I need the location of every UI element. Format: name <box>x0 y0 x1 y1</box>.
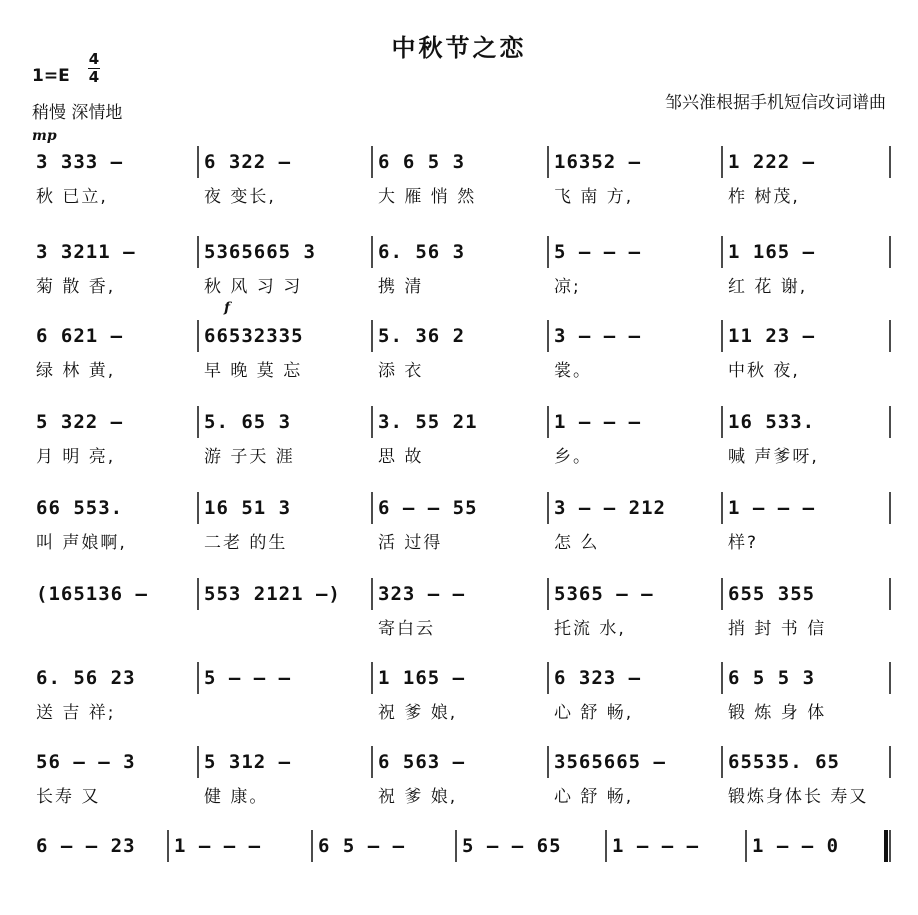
time-signature-bottom: 4 <box>88 68 100 86</box>
measure-notes: 16 51 3 <box>204 497 292 519</box>
measure-notes: 6 – – 55 <box>378 497 478 519</box>
measure-lyrics: 凉; <box>554 277 581 297</box>
measure-lyrics: 思 故 <box>378 447 424 467</box>
measure-lyrics: 月 明 亮, <box>36 447 116 467</box>
measure-notes: 1 165 – <box>728 241 816 263</box>
measure-lyrics: 祝 爹 娘, <box>378 787 458 807</box>
measure-lyrics: 乡。 <box>554 447 592 467</box>
measure-lyrics: 托流 水, <box>554 619 626 639</box>
dynamic-mp: mp <box>32 128 57 144</box>
measure-notes: 5 – – 65 <box>462 835 562 857</box>
score-title: 中秋节之恋 <box>391 34 527 62</box>
measure-notes: 1 – – 0 <box>752 835 840 857</box>
measure-lyrics: 大 雁 悄 然 <box>378 187 477 207</box>
measure-notes: 6 621 – <box>36 325 124 347</box>
measure-lyrics: 心 舒 畅, <box>554 703 634 723</box>
measure-notes: 6 – – 23 <box>36 835 136 857</box>
measure-notes: 1 – – – <box>728 497 816 519</box>
measure-lyrics: 祝 爹 娘, <box>378 703 458 723</box>
measure-lyrics <box>36 868 162 894</box>
measure-notes: 323 – – <box>378 583 466 605</box>
measure-lyrics <box>204 700 366 726</box>
measure-notes: 6 5 – – <box>318 835 406 857</box>
measure-lyrics: 健 康。 <box>204 787 269 807</box>
measure-notes: 11 23 – <box>728 325 816 347</box>
measure-notes: 6 563 – <box>378 751 466 773</box>
measure-notes: 655 355 <box>728 583 816 605</box>
measure-notes: 5 – – – <box>204 667 292 689</box>
measure-lyrics: 样? <box>728 533 759 553</box>
measure-lyrics: 夜 变长, <box>204 187 276 207</box>
measure-notes: 65535. 65 <box>728 751 840 773</box>
measure-lyrics: 秋 已立, <box>36 187 108 207</box>
measure-notes: 56 – – 3 <box>36 751 136 773</box>
measure-notes: 6 323 – <box>554 667 642 689</box>
measure-lyrics: 怎 么 <box>554 533 600 553</box>
measure-notes: 5. 65 3 <box>204 411 292 433</box>
measure-lyrics: 锻 炼 身 体 <box>728 703 827 723</box>
measure-notes: 5 312 – <box>204 751 292 773</box>
measure-lyrics <box>204 616 366 642</box>
measure-lyrics <box>752 868 884 894</box>
measure-lyrics <box>612 868 740 894</box>
measure-lyrics: 添 衣 <box>378 361 424 381</box>
measure-notes: 1 – – – <box>554 411 642 433</box>
measure-notes: 6. 56 23 <box>36 667 136 689</box>
measure-lyrics: 锻炼身体长 寿又 <box>728 787 869 807</box>
measure-lyrics: 携 清 <box>378 277 424 297</box>
measure-notes: 5 – – – <box>554 241 642 263</box>
measure-notes: 3. 55 21 <box>378 411 478 433</box>
measure-notes: 3 3211 – <box>36 241 136 263</box>
measure-lyrics: 喊 声爹呀, <box>728 447 819 467</box>
measure-lyrics: 叫 声娘啊, <box>36 533 127 553</box>
time-signature-top: 4 <box>88 50 100 68</box>
measure-notes: 6 5 5 3 <box>728 667 816 689</box>
measure-notes: 66 553. <box>36 497 124 519</box>
key-signature: 1=E <box>32 66 70 86</box>
measure-lyrics: 二老 的生 <box>204 533 288 553</box>
measure-notes: 6. 56 3 <box>378 241 466 263</box>
measure-lyrics <box>36 616 192 642</box>
measure-notes: 5. 36 2 <box>378 325 466 347</box>
measure-notes: 6 6 5 3 <box>378 151 466 173</box>
measure-lyrics: 活 过得 <box>378 533 443 553</box>
measure-notes: 1 – – – <box>612 835 700 857</box>
measure-lyrics <box>462 868 600 894</box>
measure-lyrics: 飞 南 方, <box>554 187 634 207</box>
measure-notes: 1 222 – <box>728 151 816 173</box>
measure-lyrics: 柞 树茂, <box>728 187 800 207</box>
measure-notes: 553 2121 –) <box>204 583 341 605</box>
measure-lyrics: 心 舒 畅, <box>554 787 634 807</box>
measure-lyrics: 送 吉 祥; <box>36 703 116 723</box>
measure-notes: 66532335 <box>204 325 304 347</box>
measure-lyrics <box>318 868 450 894</box>
measure-lyrics: 捎 封 书 信 <box>728 619 827 639</box>
measure-notes: 5365665 3 <box>204 241 316 263</box>
measure-lyrics: 秋 风 习 习 <box>204 277 303 297</box>
measure-notes: 6 322 – <box>204 151 292 173</box>
measure-notes: 3565665 – <box>554 751 666 773</box>
measure-notes: 5 322 – <box>36 411 124 433</box>
composer-credit: 邹兴淮根据手机短信改词谱曲 <box>665 93 886 113</box>
measure-notes: 1 165 – <box>378 667 466 689</box>
measure-lyrics: 游 子天 涯 <box>204 447 295 467</box>
measure-notes: 16 533. <box>728 411 816 433</box>
measure-notes: 5365 – – <box>554 583 654 605</box>
tempo-marking: 稍慢 深情地 <box>32 103 123 123</box>
measure-lyrics: 红 花 谢, <box>728 277 808 297</box>
measure-lyrics: 寄白云 <box>378 619 435 639</box>
measure-notes: 1 – – – <box>174 835 262 857</box>
measure-notes: (165136 – <box>36 583 148 605</box>
measure-lyrics: 早 晚 莫 忘 <box>204 361 303 381</box>
time-signature <box>88 52 100 85</box>
measure-notes: 3 – – 212 <box>554 497 666 519</box>
measure-notes: 3 – – – <box>554 325 642 347</box>
measure-lyrics: 裳。 <box>554 361 592 381</box>
measure-lyrics: 菊 散 香, <box>36 277 116 297</box>
measure-lyrics: 中秋 夜, <box>728 361 800 381</box>
measure-lyrics: 长寿 又 <box>36 787 101 807</box>
measure-notes: 16352 – <box>554 151 642 173</box>
measure-lyrics <box>174 868 306 894</box>
measure-lyrics: 绿 林 黄, <box>36 361 116 381</box>
measure-notes: 3 333 – <box>36 151 124 173</box>
dynamic-f: f <box>224 300 231 316</box>
